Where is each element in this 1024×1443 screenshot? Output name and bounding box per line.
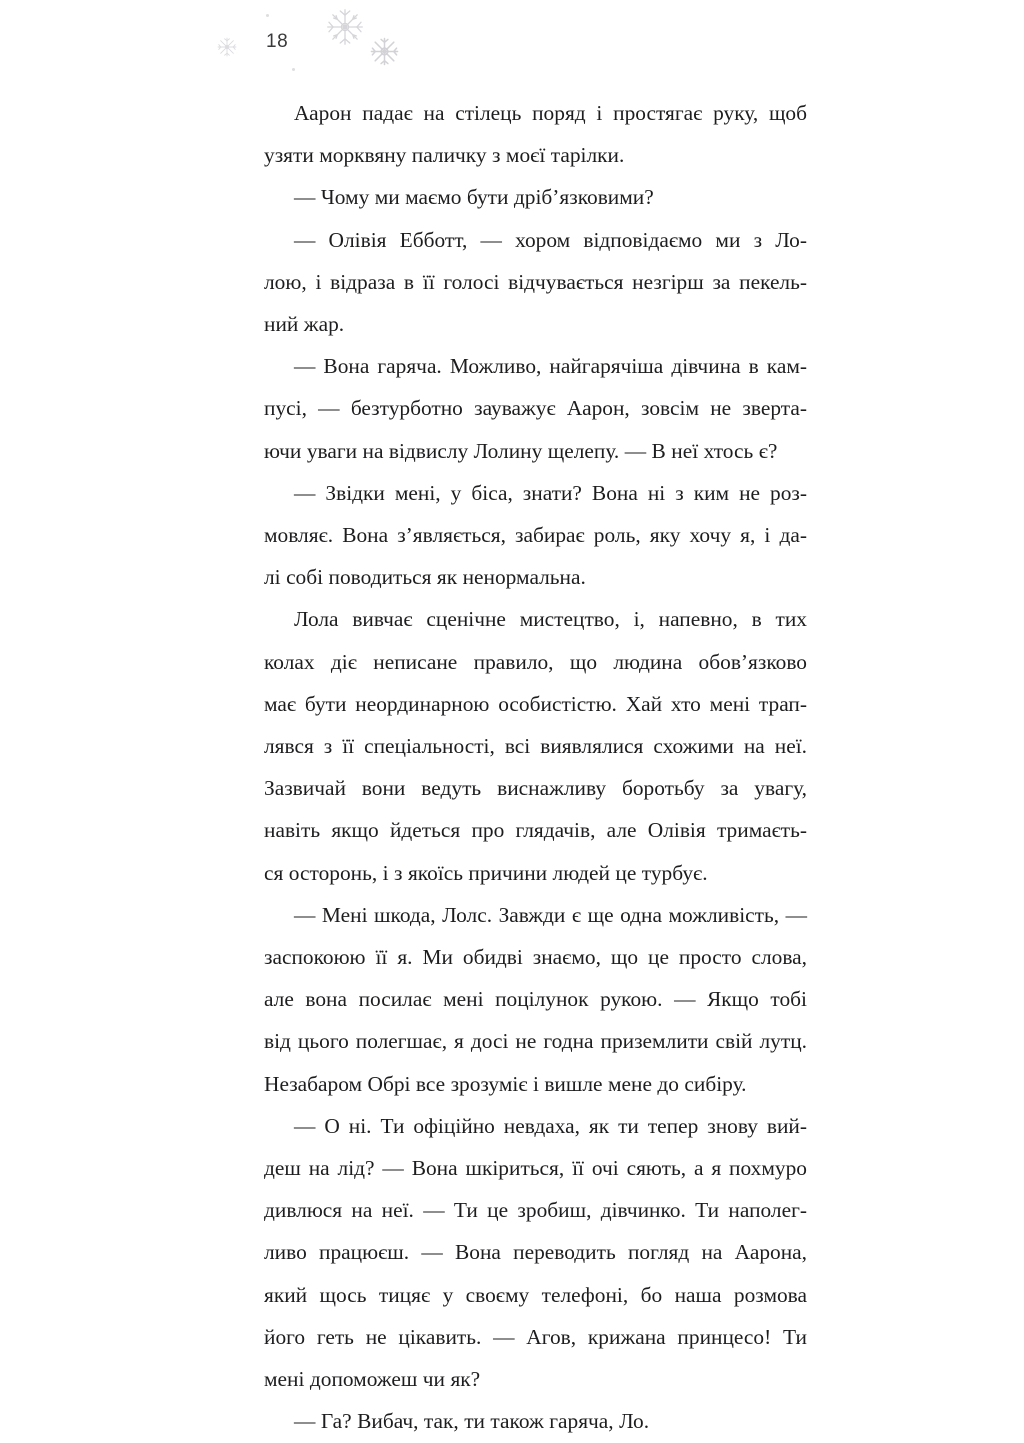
- page-number: 18: [266, 31, 289, 52]
- body-text: [264, 92, 807, 1443]
- text-line: — Га? Вибач, так, ти також гаряча, Ло.: [294, 1409, 650, 1434]
- text-line: ний жар.: [264, 312, 345, 337]
- text-line: лі собі поводиться як ненормальна.: [264, 565, 586, 590]
- text-line: Зазвичай вони ведуть виснажливу боротьбу за увагу,: [264, 776, 807, 801]
- text-line: мені допоможеш чи як?: [264, 1367, 481, 1392]
- text-line: але вона посилає мені поцілунок рукою. — Якщо тобі: [264, 987, 807, 1012]
- text-line: лявся з її спеціальності, всі виявлялися схожими на неї.: [264, 734, 807, 759]
- paragraph: [264, 219, 807, 346]
- text-line: — О ні. Ти офіційно невдаха, як ти тепер знову вий-: [294, 1113, 807, 1138]
- text-line: — Звідки мені, у біса, знати? Вона ні з ким не роз-: [294, 480, 807, 505]
- text-line: Аарон падає на стілець поряд і простягає руку, щоб: [294, 101, 807, 125]
- text-line: ливо працюєш. — Вона переводить погляд на Аарона,: [264, 1240, 807, 1265]
- text-line: Незабаром Обрі все зрозуміє і вишле мене до сибіру.: [264, 1071, 747, 1096]
- running-head: [0, 0, 1024, 86]
- speck-dot: [292, 68, 295, 71]
- paragraph: [264, 176, 807, 218]
- text-line: від цього полегшає, я досі не годна приземлити свій лутц.: [264, 1029, 807, 1054]
- text-line: дивлюся на неї. — Ти це зробиш, дівчинко. Ти наполег-: [264, 1198, 807, 1223]
- speck-dot: [266, 14, 269, 17]
- text-line: — Олівія Ебботт, — хором відповідаємо ми з Ло-: [294, 227, 807, 252]
- paragraph: [264, 345, 807, 472]
- text-line: пусі, — безтурботно зауважує Аарон, зовсім не зверта-: [264, 396, 807, 421]
- paragraph: [264, 92, 807, 176]
- text-line: має бути неординарною особистістю. Хай хто мені трап-: [264, 691, 807, 716]
- text-line: — Мені шкода, Лолс. Завжди є ще одна можливість, —: [294, 902, 807, 927]
- text-line: навіть якщо йдеться про глядачів, але Олівія тримаєть-: [264, 818, 807, 843]
- snowflake-icon: [326, 8, 364, 46]
- text-line: ючи уваги на відвислу Лолину щелепу. — В неї хтось є?: [264, 438, 778, 463]
- text-line: Лола вивчає сценічне мистецтво, і, напевно, в тих: [294, 607, 807, 632]
- text-line: який щось тицяє у своєму телефоні, бо наша розмова: [264, 1282, 807, 1307]
- text-line: лою, і відраза в її голосі відчувається незгірш за пекель-: [264, 269, 807, 294]
- paragraph: [264, 598, 807, 893]
- text-line: деш на лід? — Вона шкіриться, її очі сяють, а я похмуро: [264, 1156, 807, 1181]
- text-line: мовляє. Вона з’являється, забирає роль, яку хочу я, і да-: [264, 523, 807, 548]
- paragraph: [264, 472, 807, 599]
- text-line: — Вона гаряча. Можливо, найгарячіша дівчина в кам-: [294, 354, 807, 379]
- text-line: його геть не цікавить. — Агов, крижана принцесо! Ти: [264, 1324, 807, 1349]
- text-line: заспокоюю її я. Ми обидві знаємо, що це просто слова,: [264, 945, 807, 970]
- text-line: колах діє неписане правило, що людина обов’язково: [264, 649, 807, 674]
- text-line: ся осторонь, і з якоїсь причини людей це турбує.: [264, 860, 708, 885]
- text-line: узяти морквяну паличку з моєї тарілки.: [264, 143, 625, 168]
- text-line: — Чому ми маємо бути дріб’язковими?: [294, 185, 654, 210]
- paragraph: [264, 1105, 807, 1400]
- paragraph: [264, 1400, 807, 1442]
- paragraph: [264, 894, 807, 1105]
- snowflake-icon: [369, 36, 400, 67]
- snowflake-icon: [216, 36, 238, 58]
